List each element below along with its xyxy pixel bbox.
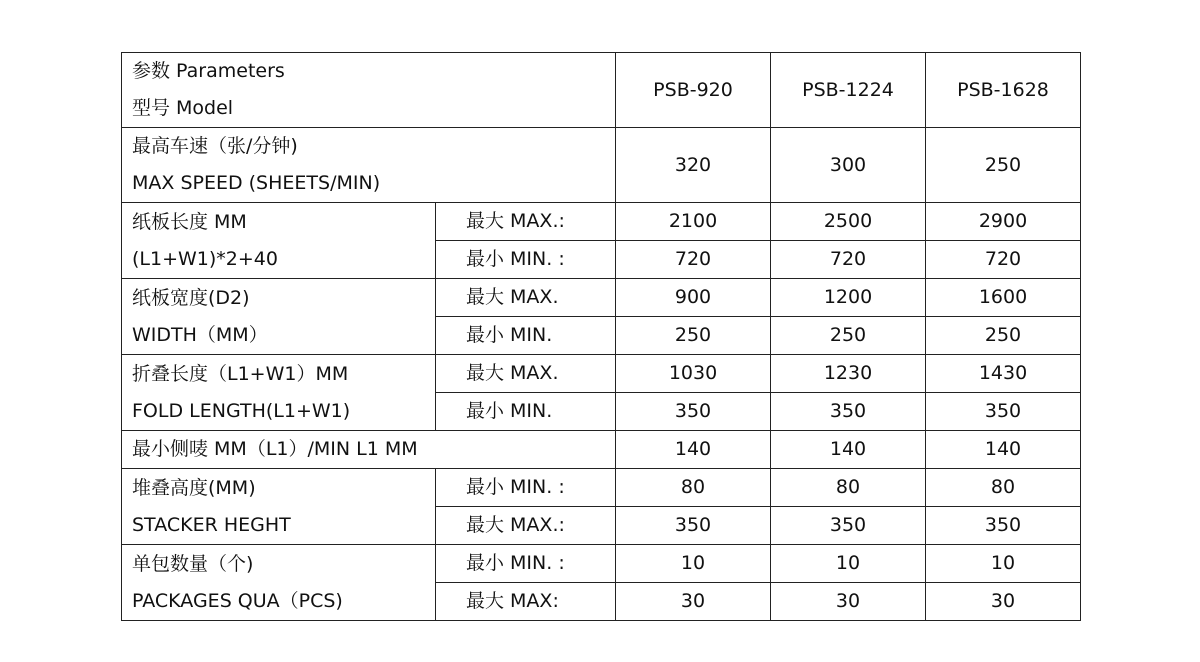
fold-length-max-value: 1030 <box>616 355 771 393</box>
board-width-min-label: 最小 MIN. <box>436 317 616 355</box>
stacker-height-min-label: 最小 MIN. : <box>436 469 616 507</box>
fold-length-max-row <box>122 355 1081 393</box>
max-speed-value: 250 <box>926 128 1081 203</box>
package-qty-min-row <box>122 545 1081 583</box>
board-length-label-cn: 纸板长度 MM <box>132 210 247 233</box>
header-row <box>122 53 1081 128</box>
parameter-model-header <box>122 53 616 128</box>
board-width-max-label: 最大 MAX. <box>436 279 616 317</box>
package-qty-min-value: 10 <box>926 545 1081 583</box>
board-width-label <box>122 279 436 355</box>
package-qty-max-value: 30 <box>616 583 771 621</box>
max-speed-label-en: MAX SPEED (SHEETS/MIN) <box>132 172 381 194</box>
fold-length-min-label: 最小 MIN. <box>436 393 616 431</box>
fold-length-min-value: 350 <box>926 393 1081 431</box>
min-side-flap-label: 最小侧唛 MM（L1）/MIN L1 MM <box>122 431 616 469</box>
board-width-min-value: 250 <box>771 317 926 355</box>
package-qty-max-value: 30 <box>926 583 1081 621</box>
board-width-label-cn: 纸板宽度(D2) <box>132 286 250 309</box>
model-psb-1224: PSB-1224 <box>771 53 926 128</box>
package-qty-min-value: 10 <box>616 545 771 583</box>
stacker-height-max-value: 350 <box>616 507 771 545</box>
package-qty-min-value: 10 <box>771 545 926 583</box>
spec-table <box>121 52 1081 621</box>
package-qty-min-label: 最小 MIN. : <box>436 545 616 583</box>
fold-length-max-value: 1430 <box>926 355 1081 393</box>
board-width-max-value: 1600 <box>926 279 1081 317</box>
model-label: 型号 Model <box>132 97 234 119</box>
stacker-height-label-en: STACKER HEGHT <box>132 513 291 536</box>
fold-length-label-en: FOLD LENGTH(L1+W1) <box>132 399 351 422</box>
stacker-height-max-label: 最大 MAX.: <box>436 507 616 545</box>
package-qty-label-en: PACKAGES QUA（PCS) <box>132 589 343 612</box>
package-qty-max-label: 最大 MAX: <box>436 583 616 621</box>
max-speed-row <box>122 128 1081 203</box>
board-length-min-value: 720 <box>616 241 771 279</box>
stacker-height-min-row <box>122 469 1081 507</box>
board-length-max-value: 2900 <box>926 203 1081 241</box>
max-speed-label-cn: 最高车速（张/分钟) <box>132 135 298 157</box>
board-length-label-en: (L1+W1)*2+40 <box>132 247 278 270</box>
package-qty-label <box>122 545 436 621</box>
parameters-label: 参数 Parameters <box>132 60 285 82</box>
max-speed-label <box>122 128 616 203</box>
board-width-min-value: 250 <box>926 317 1081 355</box>
fold-length-min-value: 350 <box>616 393 771 431</box>
min-side-flap-row <box>122 431 1081 469</box>
fold-length-min-value: 350 <box>771 393 926 431</box>
board-width-label-en: WIDTH（MM） <box>132 323 268 346</box>
stacker-height-max-value: 350 <box>771 507 926 545</box>
board-width-max-row <box>122 279 1081 317</box>
stacker-height-label-cn: 堆叠高度(MM) <box>132 476 256 499</box>
model-psb-1628: PSB-1628 <box>926 53 1081 128</box>
min-side-flap-value: 140 <box>771 431 926 469</box>
stacker-height-label <box>122 469 436 545</box>
board-length-max-value: 2500 <box>771 203 926 241</box>
min-side-flap-value: 140 <box>616 431 771 469</box>
board-width-min-value: 250 <box>616 317 771 355</box>
package-qty-max-value: 30 <box>771 583 926 621</box>
fold-length-max-label: 最大 MAX. <box>436 355 616 393</box>
model-psb-920: PSB-920 <box>616 53 771 128</box>
fold-length-label <box>122 355 436 431</box>
board-length-min-value: 720 <box>771 241 926 279</box>
board-length-label <box>122 203 436 279</box>
stacker-height-max-value: 350 <box>926 507 1081 545</box>
board-length-max-value: 2100 <box>616 203 771 241</box>
board-width-max-value: 1200 <box>771 279 926 317</box>
board-length-min-label: 最小 MIN. : <box>436 241 616 279</box>
stacker-height-min-value: 80 <box>771 469 926 507</box>
min-side-flap-value: 140 <box>926 431 1081 469</box>
board-length-min-value: 720 <box>926 241 1081 279</box>
stacker-height-min-value: 80 <box>616 469 771 507</box>
max-speed-value: 320 <box>616 128 771 203</box>
board-length-max-label: 最大 MAX.: <box>436 203 616 241</box>
package-qty-label-cn: 单包数量（个) <box>132 552 254 575</box>
fold-length-max-value: 1230 <box>771 355 926 393</box>
fold-length-label-cn: 折叠长度（L1+W1）MM <box>132 362 349 385</box>
board-length-max-row <box>122 203 1081 241</box>
stacker-height-min-value: 80 <box>926 469 1081 507</box>
board-width-max-value: 900 <box>616 279 771 317</box>
max-speed-value: 300 <box>771 128 926 203</box>
